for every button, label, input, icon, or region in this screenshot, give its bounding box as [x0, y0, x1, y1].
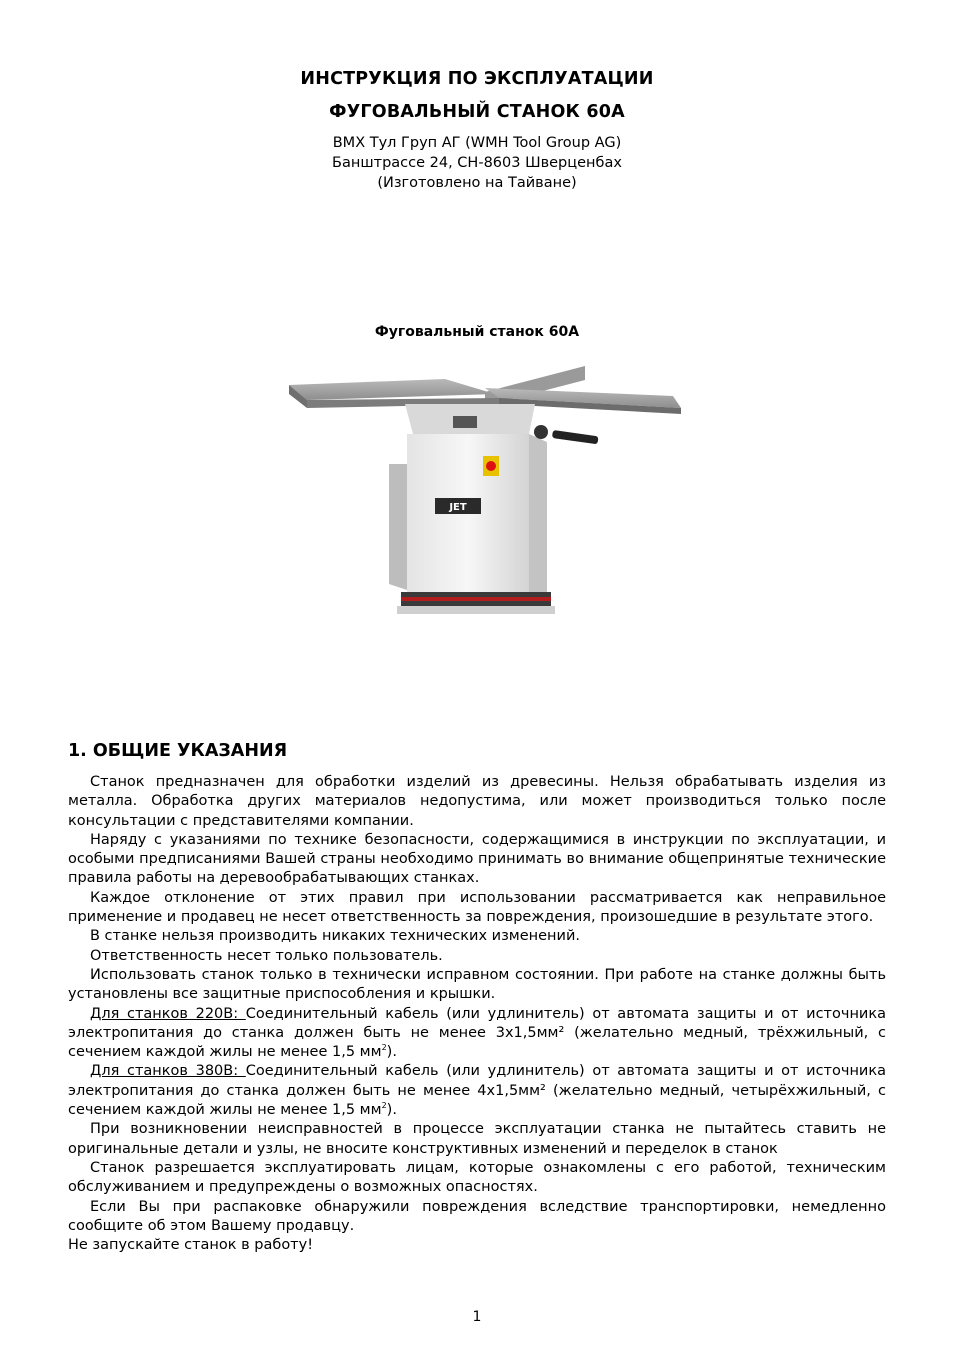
paragraph: Станок предназначен для обработки изделий из древесины. Нельзя обрабатывать изделия из металла. Обработка других материалов недопустима, или может производиться только после консультации с представителями компании.	[68, 774, 886, 829]
paragraph: Наряду с указаниями по технике безопасности, содержащимися в инструкции по эксплуатации, и особыми предписаниями Вашей страны необходимо принимать во внимание общепринятые технические правила работы на деревообрабатывающих станках.	[68, 831, 886, 887]
paragraph: В станке нельзя производить никаких технических изменений.	[90, 928, 580, 945]
company-address: Банштрассе 24, CH-8603 Шверценбах	[332, 155, 622, 171]
jointer-machine-image	[285, 352, 685, 622]
superscript: 2	[381, 1101, 387, 1111]
figure-caption: Фуговальный станок 60А	[374, 324, 580, 340]
infeed-table	[289, 379, 495, 400]
paragraph: Каждое отклонение от этих правил при использовании рассматривается как неправильное применение и продавец не несет ответственность за повреждения, произошедшие в результате этого.	[68, 889, 886, 926]
jet-logo-text: JET	[449, 502, 467, 513]
text-380v: Соединительный кабель (или удлинитель) от автомата защиты и от источника электропитания до станка должен быть не менее 4х1,5мм² (желательно медный, четырёхжильный, с сечением каждой жилы не менее 1,5 мм	[68, 1063, 886, 1119]
product-title: ФУГОВАЛЬНЫЙ СТАНОК 60А	[329, 102, 625, 122]
label-plate-small	[453, 416, 477, 428]
closing: ).	[386, 1102, 397, 1119]
section-heading: 1. ОБЩИЕ УКАЗАНИЯ	[68, 741, 288, 761]
warning-line: Не запускайте станок в работу!	[68, 1237, 314, 1254]
section-body	[68, 773, 886, 1255]
label-220v: Для станков 220В:	[90, 1005, 246, 1022]
adjust-lever	[552, 430, 599, 444]
superscript: 2	[381, 1043, 387, 1053]
paragraph-220v	[68, 1005, 886, 1063]
paragraph: Использовать станок только в технически исправном состоянии. При работе на станке должны быть установлены все защитные приспособления и крышки.	[68, 966, 886, 1003]
origin-note: (Изготовлено на Тайване)	[377, 175, 577, 191]
closing: ).	[386, 1044, 397, 1061]
stop-button-icon	[486, 461, 496, 471]
paragraph-380v	[68, 1062, 886, 1120]
document-title: ИНСТРУКЦИЯ ПО ЭКСПЛУАТАЦИИ	[300, 69, 654, 89]
paragraph: Ответственность несет только пользователь.	[90, 947, 443, 964]
paragraph: Станок разрешается эксплуатировать лицам, которые ознакомлены с его работой, техническим обслуживанием и предупреждены о возможных опасностях.	[68, 1159, 886, 1196]
handwheel-icon	[534, 425, 548, 439]
machine-cabinet	[407, 434, 529, 598]
label-380v: Для станков 380В:	[90, 1063, 246, 1080]
paragraph: При возникновении неисправностей в процессе эксплуатации станка не пытайтесь ставить не оригинальные детали и узлы, не вносите конструктивных изменений и переделок в станок	[68, 1121, 886, 1157]
page-number: 1	[472, 1309, 482, 1325]
company-name: ВМХ Тул Груп АГ (WMH Tool Group AG)	[332, 135, 622, 151]
text-220v: Соединительный кабель (или удлинитель) от автомата защиты и от источника электропитания до станка должен быть не менее 3х1,5мм² (желательно медный, трёхжильный, с сечением каждой жилы не менее 1,5 мм	[68, 1005, 886, 1061]
paragraph: Если Вы при распаковке обнаружили повреждения вследствие транспортировки, немедленно сообщите об этом Вашему продавцу.	[68, 1198, 886, 1234]
